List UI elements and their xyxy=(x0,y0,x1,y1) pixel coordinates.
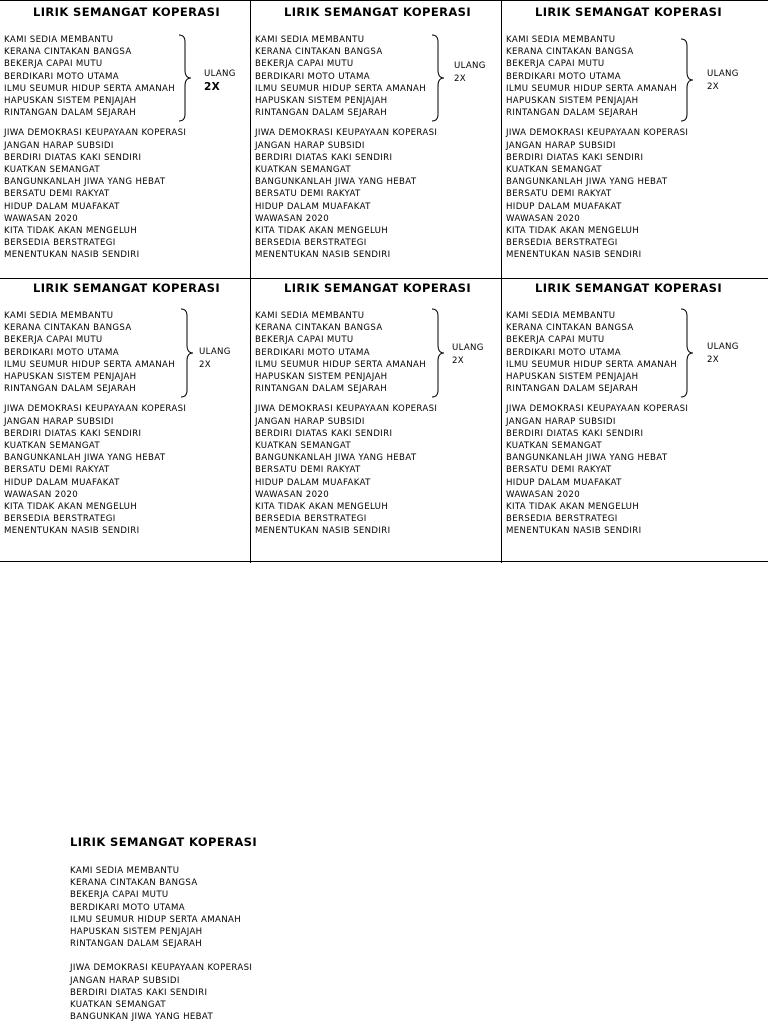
card-title: LIRIK SEMANGAT KOPERASI xyxy=(32,281,221,295)
lyric-line: JANGAN HARAP SUBSIDI xyxy=(255,416,365,427)
repeat-label: ULANG xyxy=(199,347,231,357)
bottom-verse-two xyxy=(70,962,257,1023)
lyric-line: JIWA DEMOKRASI KEUPAYAAN KOPERASI xyxy=(4,128,187,139)
lyric-line: ILMU SEUMUR HIDUP SERTA AMANAH xyxy=(506,359,678,370)
verse-two xyxy=(255,127,500,261)
grid-divider xyxy=(250,1,251,563)
lyric-line: HIDUP DALAM MUAFAKAT xyxy=(4,477,120,488)
brace-icon xyxy=(178,308,198,398)
lyric-line: KITA TIDAK AKAN MENGELUH xyxy=(4,502,138,513)
repeat-count: 2X xyxy=(707,355,719,365)
lyric-line: WAWASAN 2020 xyxy=(506,213,581,224)
repeat-marker xyxy=(204,68,236,94)
grid-divider xyxy=(501,1,502,563)
brace-icon xyxy=(678,38,698,122)
lyric-line: WAWASAN 2020 xyxy=(255,489,330,500)
verse-two xyxy=(4,127,249,261)
card-title: LIRIK SEMANGAT KOPERASI xyxy=(534,5,723,19)
repeat-count: 2X xyxy=(199,360,211,370)
lyric-line: ILMU SEUMUR HIDUP SERTA AMANAH xyxy=(255,83,427,94)
lyric-line: KAMI SEDIA MEMBANTU xyxy=(4,311,114,321)
repeat-count: 2X xyxy=(707,82,719,92)
lyric-line: JANGAN HARAP SUBSIDI xyxy=(506,416,616,427)
lyric-line: BEKERJA CAPAI MUTU xyxy=(255,59,354,70)
lyric-line: BERDIRI DIATAS KAKI SENDIRI xyxy=(506,428,644,439)
lyric-line: JIWA DEMOKRASI KEUPAYAAN KOPERASI xyxy=(70,963,253,974)
lyric-line: WAWASAN 2020 xyxy=(255,213,330,224)
lyric-line: ILMU SEUMUR HIDUP SERTA AMANAH xyxy=(70,914,242,925)
grid-divider xyxy=(0,278,768,279)
lyric-line: KERANA CINTAKAN BANGSA xyxy=(506,47,634,58)
lyric-line: HIDUP DALAM MUAFAKAT xyxy=(255,201,371,212)
lyric-line: JIWA DEMOKRASI KEUPAYAAN KOPERASI xyxy=(255,404,438,415)
repeat-label: ULANG xyxy=(707,342,739,352)
lyric-line: BERDIKARI MOTO UTAMA xyxy=(255,347,371,358)
lyric-line: RINTANGAN DALAM SEJARAH xyxy=(4,108,137,119)
lyric-line: JIWA DEMOKRASI KEUPAYAAN KOPERASI xyxy=(506,128,689,139)
repeat-label: ULANG xyxy=(454,61,486,71)
bottom-verse-one xyxy=(70,865,257,950)
lyric-line: KUATKAN SEMANGAT xyxy=(506,441,603,452)
lyric-line: BANGUNKANLAH JIWA YANG HEBAT xyxy=(506,453,668,464)
repeat-marker xyxy=(199,346,231,372)
lyric-line: KITA TIDAK AKAN MENGELUH xyxy=(255,226,389,237)
lyric-line: KUATKAN SEMANGAT xyxy=(255,441,352,452)
lyric-line: BERSEDIA BERSTRATEGI xyxy=(255,514,367,525)
lyric-line: BEKERJA CAPAI MUTU xyxy=(506,335,605,346)
lyric-line: KAMI SEDIA MEMBANTU xyxy=(255,35,365,45)
card-title: LIRIK SEMANGAT KOPERASI xyxy=(283,5,472,19)
lyric-line: RINTANGAN DALAM SEJARAH xyxy=(70,939,203,950)
lyric-line: JANGAN HARAP SUBSIDI xyxy=(4,140,114,151)
lyric-line: KITA TIDAK AKAN MENGELUH xyxy=(506,226,640,237)
lyric-line: HAPUSKAN SISTEM PENJAJAH xyxy=(4,372,137,383)
lyric-line: HAPUSKAN SISTEM PENJAJAH xyxy=(255,96,388,107)
brace-icon xyxy=(678,308,698,398)
lyric-line: RINTANGAN DALAM SEJARAH xyxy=(506,108,639,119)
lyric-line: BEKERJA CAPAI MUTU xyxy=(4,335,103,346)
repeat-count: 2X xyxy=(452,356,464,366)
lyric-line: WAWASAN 2020 xyxy=(506,489,581,500)
lyric-line: BEKERJA CAPAI MUTU xyxy=(506,59,605,70)
lyric-line: ILMU SEUMUR HIDUP SERTA AMANAH xyxy=(4,83,176,94)
lyric-line: MENENTUKAN NASIB SENDIRI xyxy=(255,526,391,537)
lyric-line: BERDIKARI MOTO UTAMA xyxy=(255,71,371,82)
lyric-line: KAMI SEDIA MEMBANTU xyxy=(255,311,365,321)
card-title: LIRIK SEMANGAT KOPERASI xyxy=(32,5,221,19)
lyric-line: KUATKAN SEMANGAT xyxy=(4,441,101,452)
repeat-count: 2X xyxy=(204,81,221,93)
lyric-line: JANGAN HARAP SUBSIDI xyxy=(70,975,180,986)
lyric-line: KITA TIDAK AKAN MENGELUH xyxy=(255,502,389,513)
lyric-line: MENENTUKAN NASIB SENDIRI xyxy=(255,250,391,261)
lyric-line: KITA TIDAK AKAN MENGELUH xyxy=(506,502,640,513)
lyric-line: BERDIKARI MOTO UTAMA xyxy=(70,902,186,913)
repeat-marker xyxy=(454,60,486,86)
lyric-line: HAPUSKAN SISTEM PENJAJAH xyxy=(70,927,203,938)
repeat-label: ULANG xyxy=(204,69,236,79)
lyric-line: JANGAN HARAP SUBSIDI xyxy=(4,416,114,427)
lyric-line: BANGUNKANLAH JIWA YANG HEBAT xyxy=(255,177,417,188)
lyric-line: HAPUSKAN SISTEM PENJAJAH xyxy=(4,96,137,107)
lyric-line: BERSATU DEMI RAKYAT xyxy=(4,465,110,476)
lyric-line: KUATKAN SEMANGAT xyxy=(255,165,352,176)
lyric-line: KERANA CINTAKAN BANGSA xyxy=(506,323,634,334)
lyric-card xyxy=(506,280,751,538)
repeat-marker xyxy=(707,341,739,367)
lyric-line: KUATKAN SEMANGAT xyxy=(4,165,101,176)
brace-icon xyxy=(429,34,449,122)
lyric-line: RINTANGAN DALAM SEJARAH xyxy=(4,384,137,395)
lyric-line: BERSEDIA BERSTRATEGI xyxy=(255,238,367,249)
lyric-line: HIDUP DALAM MUAFAKAT xyxy=(255,477,371,488)
lyric-line: KERANA CINTAKAN BANGSA xyxy=(70,878,198,889)
lyric-line: KITA TIDAK AKAN MENGELUH xyxy=(4,226,138,237)
lyric-line: MENENTUKAN NASIB SENDIRI xyxy=(506,526,642,537)
lyric-line: BANGUNKANLAH JIWA YANG HEBAT xyxy=(506,177,668,188)
lyric-line: RINTANGAN DALAM SEJARAH xyxy=(255,108,388,119)
lyric-line: KAMI SEDIA MEMBANTU xyxy=(506,35,616,45)
lyric-line: JIWA DEMOKRASI KEUPAYAAN KOPERASI xyxy=(4,404,187,415)
lyric-line: BANGUNKANLAH JIWA YANG HEBAT xyxy=(255,453,417,464)
lyric-line: KAMI SEDIA MEMBANTU xyxy=(70,866,180,876)
lyric-line: BERDIRI DIATAS KAKI SENDIRI xyxy=(255,152,393,163)
lyric-line: BERSATU DEMI RAKYAT xyxy=(255,465,361,476)
lyric-line: JANGAN HARAP SUBSIDI xyxy=(255,140,365,151)
lyric-line: BERSEDIA BERSTRATEGI xyxy=(506,514,618,525)
lyric-line: BERDIRI DIATAS KAKI SENDIRI xyxy=(255,428,393,439)
lyric-line: JANGAN HARAP SUBSIDI xyxy=(506,140,616,151)
repeat-label: ULANG xyxy=(707,69,739,79)
lyric-line: BEKERJA CAPAI MUTU xyxy=(70,890,169,901)
lyric-line: BEKERJA CAPAI MUTU xyxy=(255,335,354,346)
lyric-line: BERSEDIA BERSTRATEGI xyxy=(506,238,618,249)
lyric-line: RINTANGAN DALAM SEJARAH xyxy=(255,384,388,395)
lyric-line: KAMI SEDIA MEMBANTU xyxy=(506,311,616,321)
bottom-title: LIRIK SEMANGAT KOPERASI xyxy=(70,835,258,849)
lyric-line: WAWASAN 2020 xyxy=(4,489,79,500)
lyric-line: BANGUNKAN JIWA YANG HEBAT xyxy=(70,1012,214,1023)
lyric-line: BERDIRI DIATAS KAKI SENDIRI xyxy=(4,428,142,439)
repeat-marker xyxy=(707,68,739,94)
bottom-lyric-block xyxy=(70,834,257,1023)
lyric-line: HIDUP DALAM MUAFAKAT xyxy=(506,477,622,488)
lyric-line: BEKERJA CAPAI MUTU xyxy=(4,59,103,70)
lyric-line: BERDIKARI MOTO UTAMA xyxy=(4,71,120,82)
lyric-card xyxy=(506,4,751,262)
repeat-label: ULANG xyxy=(452,343,484,353)
verse-two xyxy=(4,403,249,537)
repeat-count: 2X xyxy=(454,74,466,84)
lyric-line: ILMU SEUMUR HIDUP SERTA AMANAH xyxy=(255,359,427,370)
brace-icon xyxy=(176,34,196,122)
lyric-line: BERDIKARI MOTO UTAMA xyxy=(506,347,622,358)
lyric-line: BERSATU DEMI RAKYAT xyxy=(506,465,612,476)
lyric-line: BERSATU DEMI RAKYAT xyxy=(506,189,612,200)
verse-two xyxy=(506,403,751,537)
lyric-line: MENENTUKAN NASIB SENDIRI xyxy=(4,526,140,537)
lyric-line: BERDIRI DIATAS KAKI SENDIRI xyxy=(4,152,142,163)
lyric-line: RINTANGAN DALAM SEJARAH xyxy=(506,384,639,395)
lyric-line: BANGUNKANLAH JIWA YANG HEBAT xyxy=(4,453,166,464)
lyric-line: MENENTUKAN NASIB SENDIRI xyxy=(4,250,140,261)
lyric-line: KUATKAN SEMANGAT xyxy=(506,165,603,176)
lyric-line: KERANA CINTAKAN BANGSA xyxy=(255,47,383,58)
card-title: LIRIK SEMANGAT KOPERASI xyxy=(283,281,472,295)
brace-icon xyxy=(429,308,449,398)
lyric-line: BANGUNKANLAH JIWA YANG HEBAT xyxy=(4,177,166,188)
lyric-line: JIWA DEMOKRASI KEUPAYAAN KOPERASI xyxy=(506,404,689,415)
lyric-line: BERSATU DEMI RAKYAT xyxy=(255,189,361,200)
lyric-line: BERSEDIA BERSTRATEGI xyxy=(4,238,116,249)
lyric-line: HIDUP DALAM MUAFAKAT xyxy=(4,201,120,212)
lyric-line: HAPUSKAN SISTEM PENJAJAH xyxy=(506,372,639,383)
lyric-line: HAPUSKAN SISTEM PENJAJAH xyxy=(506,96,639,107)
lyric-line: BERDIKARI MOTO UTAMA xyxy=(4,347,120,358)
lyric-line: BERSEDIA BERSTRATEGI xyxy=(4,514,116,525)
lyric-line: MENENTUKAN NASIB SENDIRI xyxy=(506,250,642,261)
lyric-line: HIDUP DALAM MUAFAKAT xyxy=(506,201,622,212)
lyric-line: BERSATU DEMI RAKYAT xyxy=(4,189,110,200)
lyric-card xyxy=(4,280,249,538)
lyric-line: KERANA CINTAKAN BANGSA xyxy=(255,323,383,334)
lyric-line: KERANA CINTAKAN BANGSA xyxy=(4,47,132,58)
lyric-line: KERANA CINTAKAN BANGSA xyxy=(4,323,132,334)
verse-two xyxy=(506,127,751,261)
verse-two xyxy=(255,403,500,537)
lyric-line: KUATKAN SEMANGAT xyxy=(70,1000,167,1011)
lyric-line: JIWA DEMOKRASI KEUPAYAAN KOPERASI xyxy=(255,128,438,139)
lyric-line: KAMI SEDIA MEMBANTU xyxy=(4,35,114,45)
lyric-line: ILMU SEUMUR HIDUP SERTA AMANAH xyxy=(4,359,176,370)
lyric-card xyxy=(255,280,500,538)
lyric-card xyxy=(4,4,249,262)
lyric-line: HAPUSKAN SISTEM PENJAJAH xyxy=(255,372,388,383)
lyric-line: BERDIRI DIATAS KAKI SENDIRI xyxy=(70,987,208,998)
card-title: LIRIK SEMANGAT KOPERASI xyxy=(534,281,723,295)
repeat-marker xyxy=(452,342,484,368)
lyric-line: WAWASAN 2020 xyxy=(4,213,79,224)
lyric-card xyxy=(255,4,500,262)
lyric-line: BERDIRI DIATAS KAKI SENDIRI xyxy=(506,152,644,163)
lyric-line: ILMU SEUMUR HIDUP SERTA AMANAH xyxy=(506,83,678,94)
lyric-line: BERDIKARI MOTO UTAMA xyxy=(506,71,622,82)
